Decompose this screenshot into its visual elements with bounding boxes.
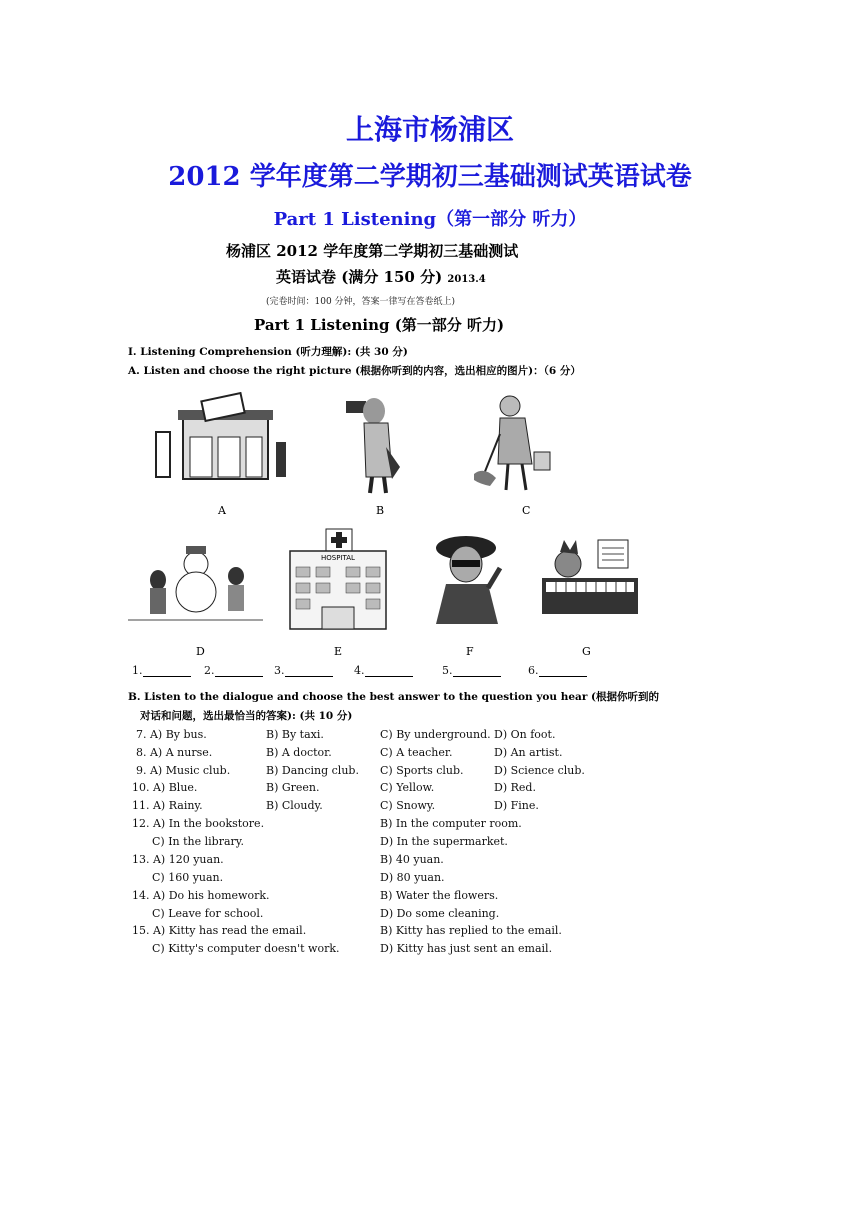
exam-title: 2012 学年度第二学期初三基础测试英语试卷 xyxy=(168,162,692,192)
picture-g-piano xyxy=(538,534,638,626)
q11-b[interactable]: B) Cloudy. xyxy=(266,799,323,812)
q9-c[interactable]: C) Sports club. xyxy=(380,764,464,777)
q12-a[interactable]: 12. A) In the bookstore. xyxy=(132,817,265,830)
scan-title-1: 杨浦区 2012 学年度第二学期初三基础测试 xyxy=(226,242,519,260)
q7-c[interactable]: C) By underground. xyxy=(380,728,491,741)
label-e: E xyxy=(334,645,343,658)
q12-d[interactable]: D) In the supermarket. xyxy=(380,835,508,848)
q9-d[interactable]: D) Science club. xyxy=(494,764,585,777)
blank-1[interactable]: 1. xyxy=(132,664,191,677)
q13-b[interactable]: B) 40 yuan. xyxy=(380,853,444,866)
section-1-heading: I. Listening Comprehension (听力理解): (共 30 分) xyxy=(128,346,408,358)
q13-c[interactable]: C) 160 yuan. xyxy=(152,871,224,884)
q15-a[interactable]: 15. A) Kitty has read the email. xyxy=(132,924,307,937)
blank-3[interactable]: 3. xyxy=(274,664,333,677)
q12-b[interactable]: B) In the computer room. xyxy=(380,817,522,830)
q8-a[interactable]: 8. A) A nurse. xyxy=(136,746,213,759)
section-b-heading: B. Listen to the dialogue and choose the best answer to the question you hear (根据你听到的 xyxy=(128,691,659,703)
q8-b[interactable]: B) A doctor. xyxy=(266,746,332,759)
q15-d[interactable]: D) Kitty has just sent an email. xyxy=(380,942,553,955)
label-g: G xyxy=(582,645,591,658)
q13-d[interactable]: D) 80 yuan. xyxy=(380,871,445,884)
q7-b[interactable]: B) By taxi. xyxy=(266,728,324,741)
scan-title-2: 英语试卷 (满分 150 分) 2013.4 xyxy=(276,268,486,286)
picture-f-woman-sunglasses xyxy=(428,532,508,627)
part-heading: Part 1 Listening（第一部分 听力） xyxy=(273,209,587,230)
picture-d-snowman xyxy=(128,540,263,624)
label-c: C xyxy=(522,504,531,517)
label-f: F xyxy=(466,645,474,658)
q11-c[interactable]: C) Snowy. xyxy=(380,799,436,812)
q14-b[interactable]: B) Water the flowers. xyxy=(380,889,499,902)
section-b-heading-2: 对话和问题，选出最恰当的答案): (共 10 分) xyxy=(140,710,353,722)
picture-c-cleaning xyxy=(470,394,560,494)
scan-note: (完卷时间：100 分钟，答案一律写在答卷纸上) xyxy=(266,297,456,307)
picture-b-photographer xyxy=(336,387,406,495)
picture-a-shop xyxy=(148,392,298,492)
q14-c[interactable]: C) Leave for school. xyxy=(152,907,264,920)
district-title: 上海市杨浦区 xyxy=(345,113,514,146)
scanned-exam-page xyxy=(118,232,659,972)
blank-4[interactable]: 4. xyxy=(354,664,413,677)
blank-2[interactable]: 2. xyxy=(204,664,263,677)
q7-d[interactable]: D) On foot. xyxy=(494,728,556,741)
q15-b[interactable]: B) Kitty has replied to the email. xyxy=(380,924,562,937)
label-b: B xyxy=(376,504,385,517)
q14-d[interactable]: D) Do some cleaning. xyxy=(380,907,500,920)
q7-a[interactable]: 7. A) By bus. xyxy=(136,728,207,741)
q15-c[interactable]: C) Kitty's computer doesn't work. xyxy=(152,942,340,955)
q10-c[interactable]: C) Yellow. xyxy=(380,781,435,794)
section-a-heading: A. Listen and choose the right picture (根据你听到的内容，选出相应的图片)：（6 分） xyxy=(128,365,581,377)
q8-d[interactable]: D) An artist. xyxy=(494,746,563,759)
q14-a[interactable]: 14. A) Do his homework. xyxy=(132,889,270,902)
blank-6[interactable]: 6. xyxy=(528,664,587,677)
q12-c[interactable]: C) In the library. xyxy=(152,835,245,848)
scan-part-heading: Part 1 Listening (第一部分 听力) xyxy=(254,316,505,334)
picture-e-hospital xyxy=(286,527,391,632)
hospital-sign: HOSPITAL xyxy=(321,554,355,562)
q11-d[interactable]: D) Fine. xyxy=(494,799,539,812)
q10-d[interactable]: D) Red. xyxy=(494,781,536,794)
q11-a[interactable]: 11. A) Rainy. xyxy=(132,799,203,812)
q10-a[interactable]: 10. A) Blue. xyxy=(132,781,198,794)
label-d: D xyxy=(196,645,205,658)
q13-a[interactable]: 13. A) 120 yuan. xyxy=(132,853,224,866)
label-a: A xyxy=(218,504,226,517)
q9-b[interactable]: B) Dancing club. xyxy=(266,764,359,777)
q10-b[interactable]: B) Green. xyxy=(266,781,320,794)
blank-5[interactable]: 5. xyxy=(442,664,501,677)
q9-a[interactable]: 9. A) Music club. xyxy=(136,764,231,777)
q8-c[interactable]: C) A teacher. xyxy=(380,746,453,759)
